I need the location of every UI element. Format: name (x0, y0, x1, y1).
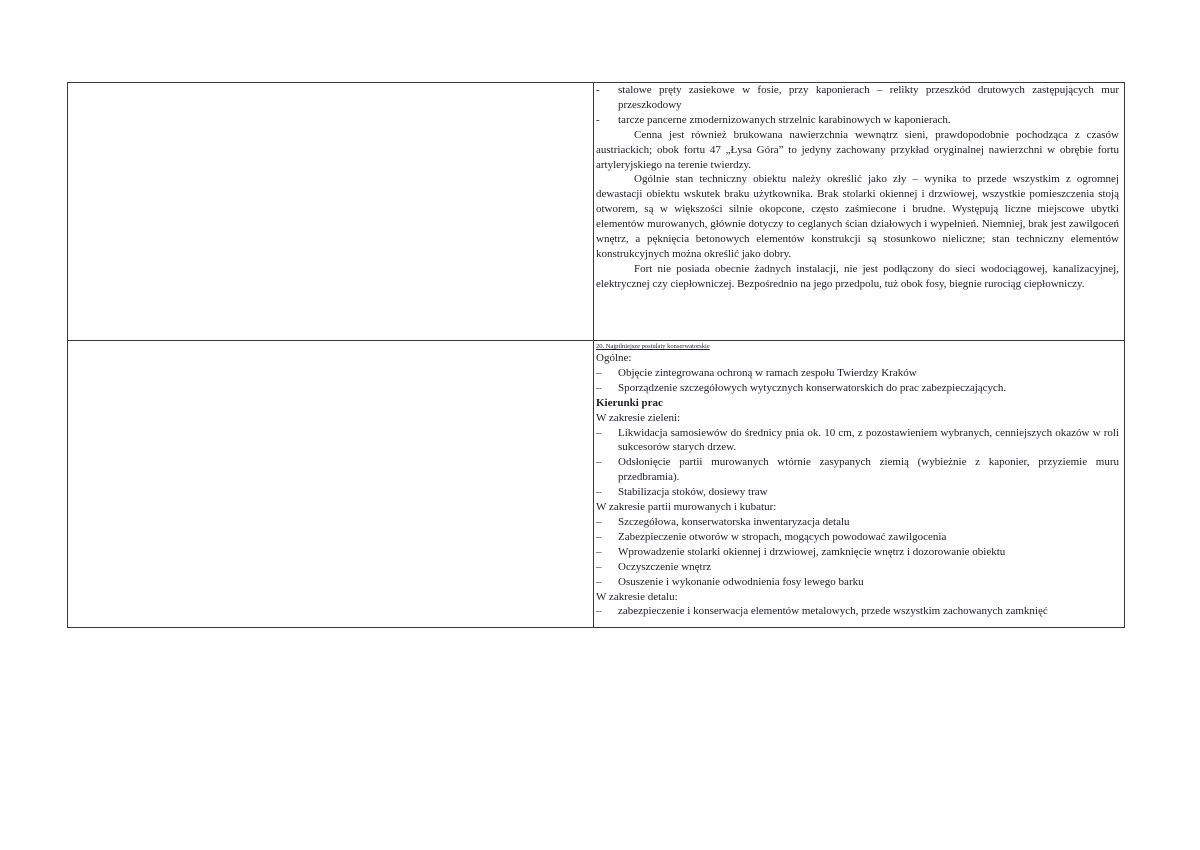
list-item-text: Wprowadzenie stolarki okiennej i drzwiowej, zamknięcie wnętrz i dozorowanie obiektu (618, 545, 1006, 558)
greenery-heading: W zakresie zieleni: (596, 411, 681, 424)
list-item-text: zabezpieczenie i konserwacja elementów metalowych, przede wszystkim zachowanych zamknięć (618, 605, 1048, 618)
dash-marker: – (596, 426, 602, 439)
list-item (596, 545, 1119, 560)
list-item-text: Objęcie zintegrowana ochroną w ramach zespołu Twierdzy Kraków (618, 366, 917, 379)
paragraph: Cenna jest również brukowana nawierzchnia wewnątrz sieni, prawdopodobnie pochodząca z czasów austriackich; obok fortu 47 „Łysa Góra” to jedyny zachowany przykład oryginalnej nawierzchni w obrębie fortu artyleryjskiego na terenie twierdzy. (596, 128, 1119, 171)
dash-marker: – (596, 545, 602, 558)
dash-marker: – (596, 560, 602, 573)
list-item (596, 515, 1119, 530)
list-item-text: Osuszenie i wykonanie odwodnienia fosy lewego barku (618, 575, 864, 588)
masonry-heading: W zakresie partii murowanych i kubatur: (596, 501, 777, 514)
detail-heading: W zakresie detalu: (596, 590, 678, 603)
list-item-text: tarcze pancerne zmodernizowanych strzelnic karabinowych w kaponierach. (618, 113, 951, 126)
document-table (67, 82, 1125, 628)
dash-marker: – (596, 530, 602, 543)
dash-marker: – (596, 381, 602, 394)
paragraph: Ogólnie stan techniczny obiektu należy określić jako zły – wynika to przede wszystkim z ogromnej dewastacji obiektu wskutek braku użytkownika. Brak stolarki okiennej i drzwiowej, wszystkie pomieszczenia stoją otworem, są w większości silnie okopcone, często zaśmiecone i brudne. Występują liczne miejscowe ubytki elementów murowanych, głównie dotyczy to ceglanych ścian działowych i wypełnień. Niemniej, brak jest zawilgoceń wnętrz, a pęknięcia betonowych elementów konstrukcji są stosunkowo nieliczne; stan techniczny elementów konstrukcyjnych można określić jako dobry. (596, 173, 1119, 260)
general-heading: Ogólne: (596, 352, 632, 364)
list-item (596, 366, 1119, 381)
list-item (596, 575, 1119, 590)
list-item (596, 381, 1119, 396)
list-item-text: stalowe pręty zasiekowe w fosie, przy kaponierach – relikty przeszkód drutowych zastępujących mur przeszkodowy (618, 84, 1119, 111)
dash-marker: - (596, 113, 600, 126)
dash-marker: – (596, 456, 602, 469)
list-item (596, 560, 1119, 575)
column-divider (593, 83, 594, 627)
list-item-text: Szczegółowa, konserwatorska inwentaryzacja detalu (618, 515, 850, 528)
list-item-text: Sporządzenie szczegółowych wytycznych konserwatorskich do prac zabezpieczających. (618, 381, 1007, 394)
dash-marker: - (596, 84, 600, 96)
list-item-text: Zabezpieczenie otworów w stropach, mogących powodować zawilgocenia (618, 530, 947, 543)
condition-description-cell (596, 83, 1119, 292)
list-item (596, 83, 1119, 113)
list-item (596, 113, 1119, 128)
dash-marker: – (596, 605, 602, 618)
row-divider (68, 340, 1124, 341)
list-item-text: Stabilizacja stoków, dosiewy traw (618, 486, 768, 499)
dash-marker: – (596, 486, 602, 499)
list-item-text: Likwidacja samosiewów do średnicy pnia ok. 10 cm, z pozostawieniem wybranych, cenniejszych okazów w roli sukcesorów starych drzew. (618, 426, 1119, 454)
dash-marker: – (596, 515, 602, 528)
list-item-text: Odsłonięcie partii murowanych wtórnie zasypanych ziemią (wybieżnie z kaponier, przyziemie muru przedbramia). (618, 456, 1119, 484)
list-item (596, 604, 1119, 619)
conservation-postulates-cell (596, 342, 1119, 619)
dash-marker: – (596, 575, 602, 588)
directions-heading: Kierunki prac (596, 396, 663, 409)
dash-marker: – (596, 366, 602, 379)
list-item (596, 455, 1119, 485)
section-label: 20. Najpilniejsze postulaty konserwatorskie (596, 343, 710, 350)
list-item (596, 530, 1119, 545)
list-item (596, 485, 1119, 500)
paragraph: Fort nie posiada obecnie żadnych instalacji, nie jest podłączony do sieci wodociągowej, kanalizacyjnej, elektrycznej czy ciepłowniczej. Bezpośrednio na jego przedpolu, tuż obok fosy, biegnie rurociąg ciepłowniczy. (596, 262, 1119, 290)
list-item-text: Oczyszczenie wnętrz (618, 560, 712, 573)
list-item (596, 426, 1119, 456)
